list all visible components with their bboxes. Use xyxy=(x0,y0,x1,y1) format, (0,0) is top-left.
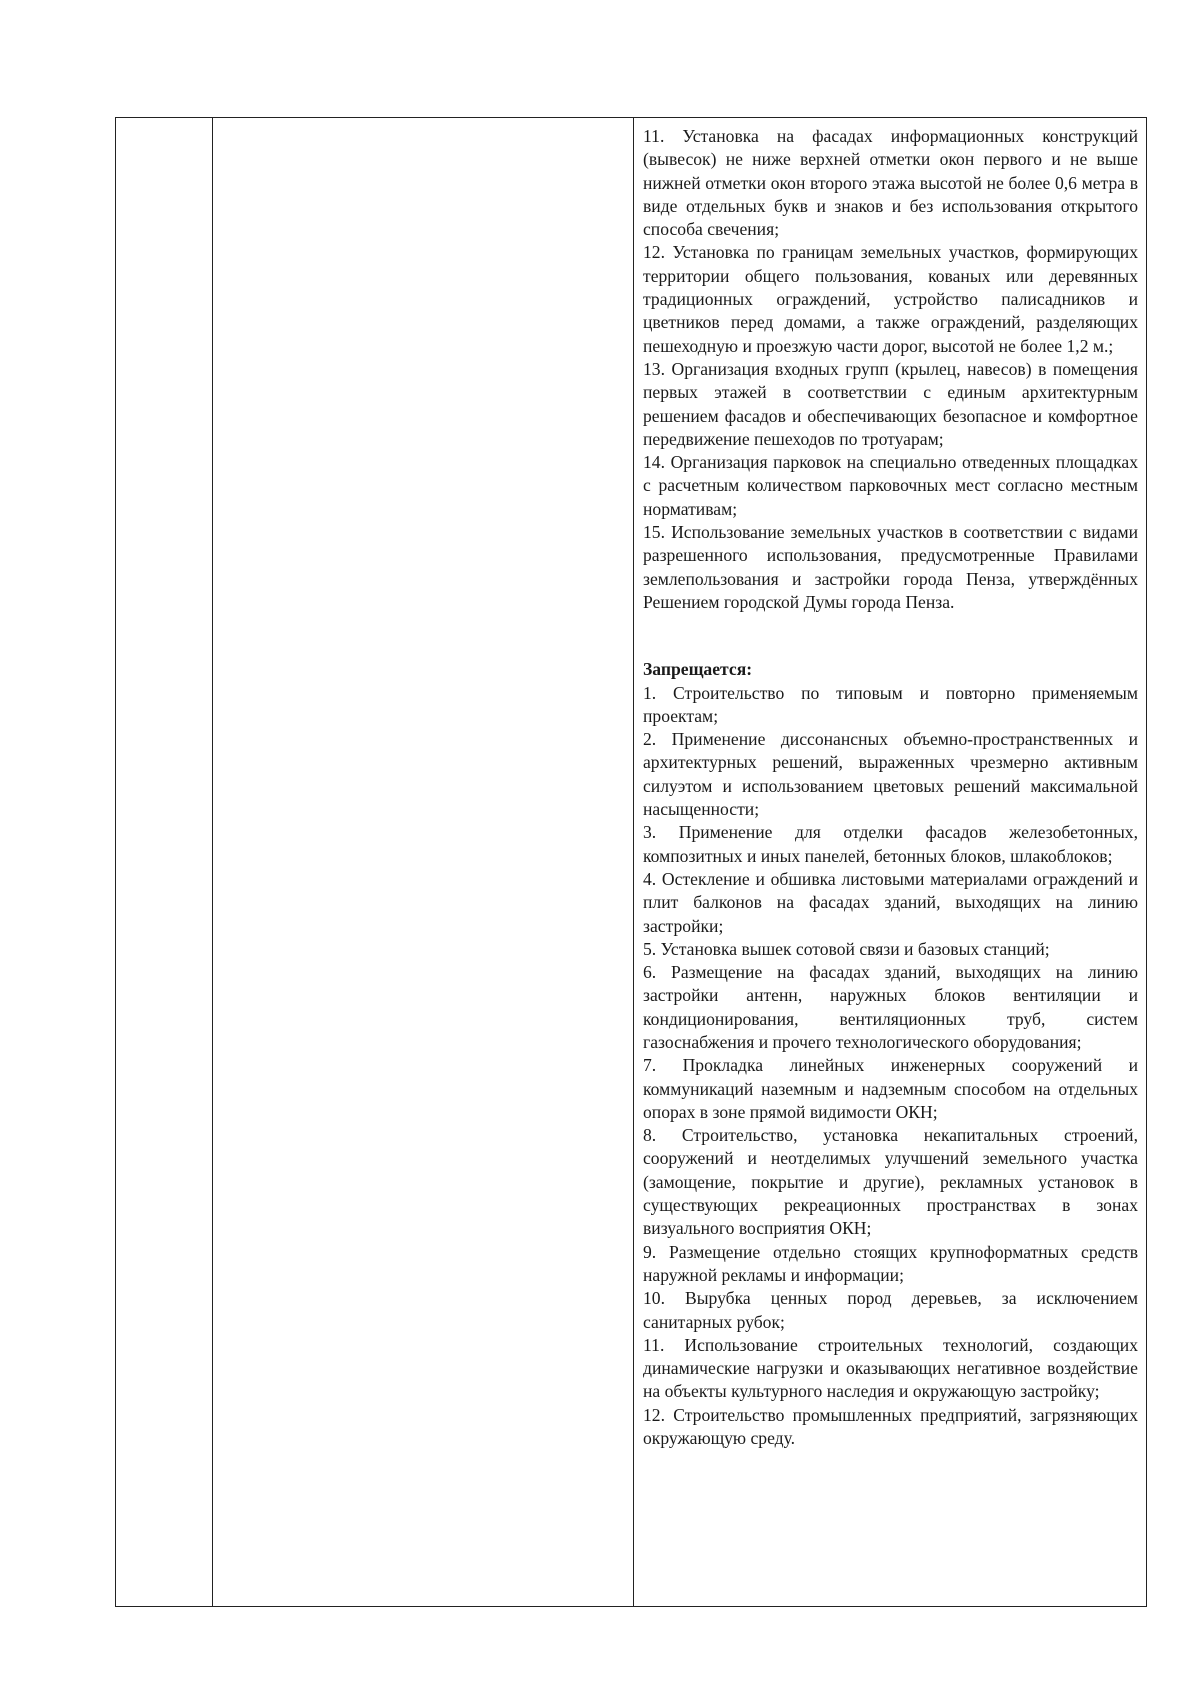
prohibited-item-11: 11. Использование строительных технологий, создающих динамические нагрузки и оказывающих негативное воздействие на объекты культурного наследия и окружающую застройку; xyxy=(643,1334,1138,1402)
prohibited-item-2: 2. Применение диссонансных объемно-пространственных и архитектурных решений, выраженных чрезмерно активным силуэтом и использованием цветовых решений максимальной насыщенности; xyxy=(643,729,1138,820)
prohibited-heading: Запрещается: xyxy=(643,659,753,680)
prohibited-item-5: 5. Установка вышек сотовой связи и базовых станций; xyxy=(643,938,1050,959)
regulations-table xyxy=(115,117,1147,1607)
prohibited-item-4: 4. Остекление и обшивка листовыми материалами ограждений и плит балконов на фасадах зданий, выходящих на линию застройки; xyxy=(643,868,1138,936)
allowed-item-11: 11. Установка на фасадах информационных конструкций (вывесок) не ниже верхней отметки окон первого и не выше нижней отметки окон второго этажа высотой не более 0,6 метра в виде отдельных букв и знаков и без использования открытого способа свечения; xyxy=(643,126,1138,240)
section-gap xyxy=(643,614,1138,658)
column-divider-1 xyxy=(212,118,213,1606)
prohibited-item-12: 12. Строительство промышленных предприятий, загрязняющих окружающую среду. xyxy=(643,1404,1138,1449)
prohibited-item-9: 9. Размещение отдельно стоящих крупноформатных средств наружной рекламы и информации; xyxy=(643,1241,1138,1285)
requirements-cell xyxy=(643,125,1138,1450)
prohibited-item-1: 1. Строительство по типовым и повторно применяемым проектам; xyxy=(643,682,1138,726)
prohibited-item-3: 3. Применение для отделки фасадов железобетонных, композитных и иных панелей, бетонных блоков, шлакоблоков; xyxy=(643,822,1138,866)
allowed-item-14: 14. Организация парковок на специально отведенных площадках с расчетным количеством парковочных мест согласно местным нормативам; xyxy=(643,452,1138,519)
prohibited-item-6: 6. Размещение на фасадах зданий, выходящих на линию застройки антенн, наружных блоков вентиляции и кондиционирования, вентиляционных труб, систем газоснабжения и прочего технологического оборудования; xyxy=(643,962,1138,1052)
prohibited-item-8: 8. Строительство, установка некапитальных строений, сооружений и неотделимых улучшений земельного участка (замощение, покрытие и другие), рекламных установок в существующих рекреационных пространствах в зонах визуального восприятия ОКН; xyxy=(643,1125,1138,1239)
allowed-item-15: 15. Использование земельных участков в соответствии с видами разрешенного использования, предусмотренные Правилами землепользования и застройки города Пенза, утверждённых Решением городской Думы города Пенза. xyxy=(643,522,1138,612)
allowed-item-13: 13. Организация входных групп (крылец, навесов) в помещения первых этажей в соответствии с единым архитектурным решением фасадов и обеспечивающих безопасное и комфортное передвижение пешеходов по тротуарам; xyxy=(643,358,1138,449)
allowed-item-12: 12. Установка по границам земельных участков, формирующих территории общего пользования, кованых или деревянных традиционных ограждений, устройство палисадников и цветников перед домами, а также ограждений, разделяющих пешеходную и проезжую части дорог, высотой не более 1,2 м.; xyxy=(643,242,1138,356)
prohibited-item-10: 10. Вырубка ценных пород деревьев, за исключением санитарных рубок; xyxy=(643,1288,1138,1332)
prohibited-item-7: 7. Прокладка линейных инженерных сооружений и коммуникаций наземным и надземным способом на отдельных опорах в зоне прямой видимости ОКН; xyxy=(643,1055,1138,1122)
column-divider-2 xyxy=(633,118,634,1606)
